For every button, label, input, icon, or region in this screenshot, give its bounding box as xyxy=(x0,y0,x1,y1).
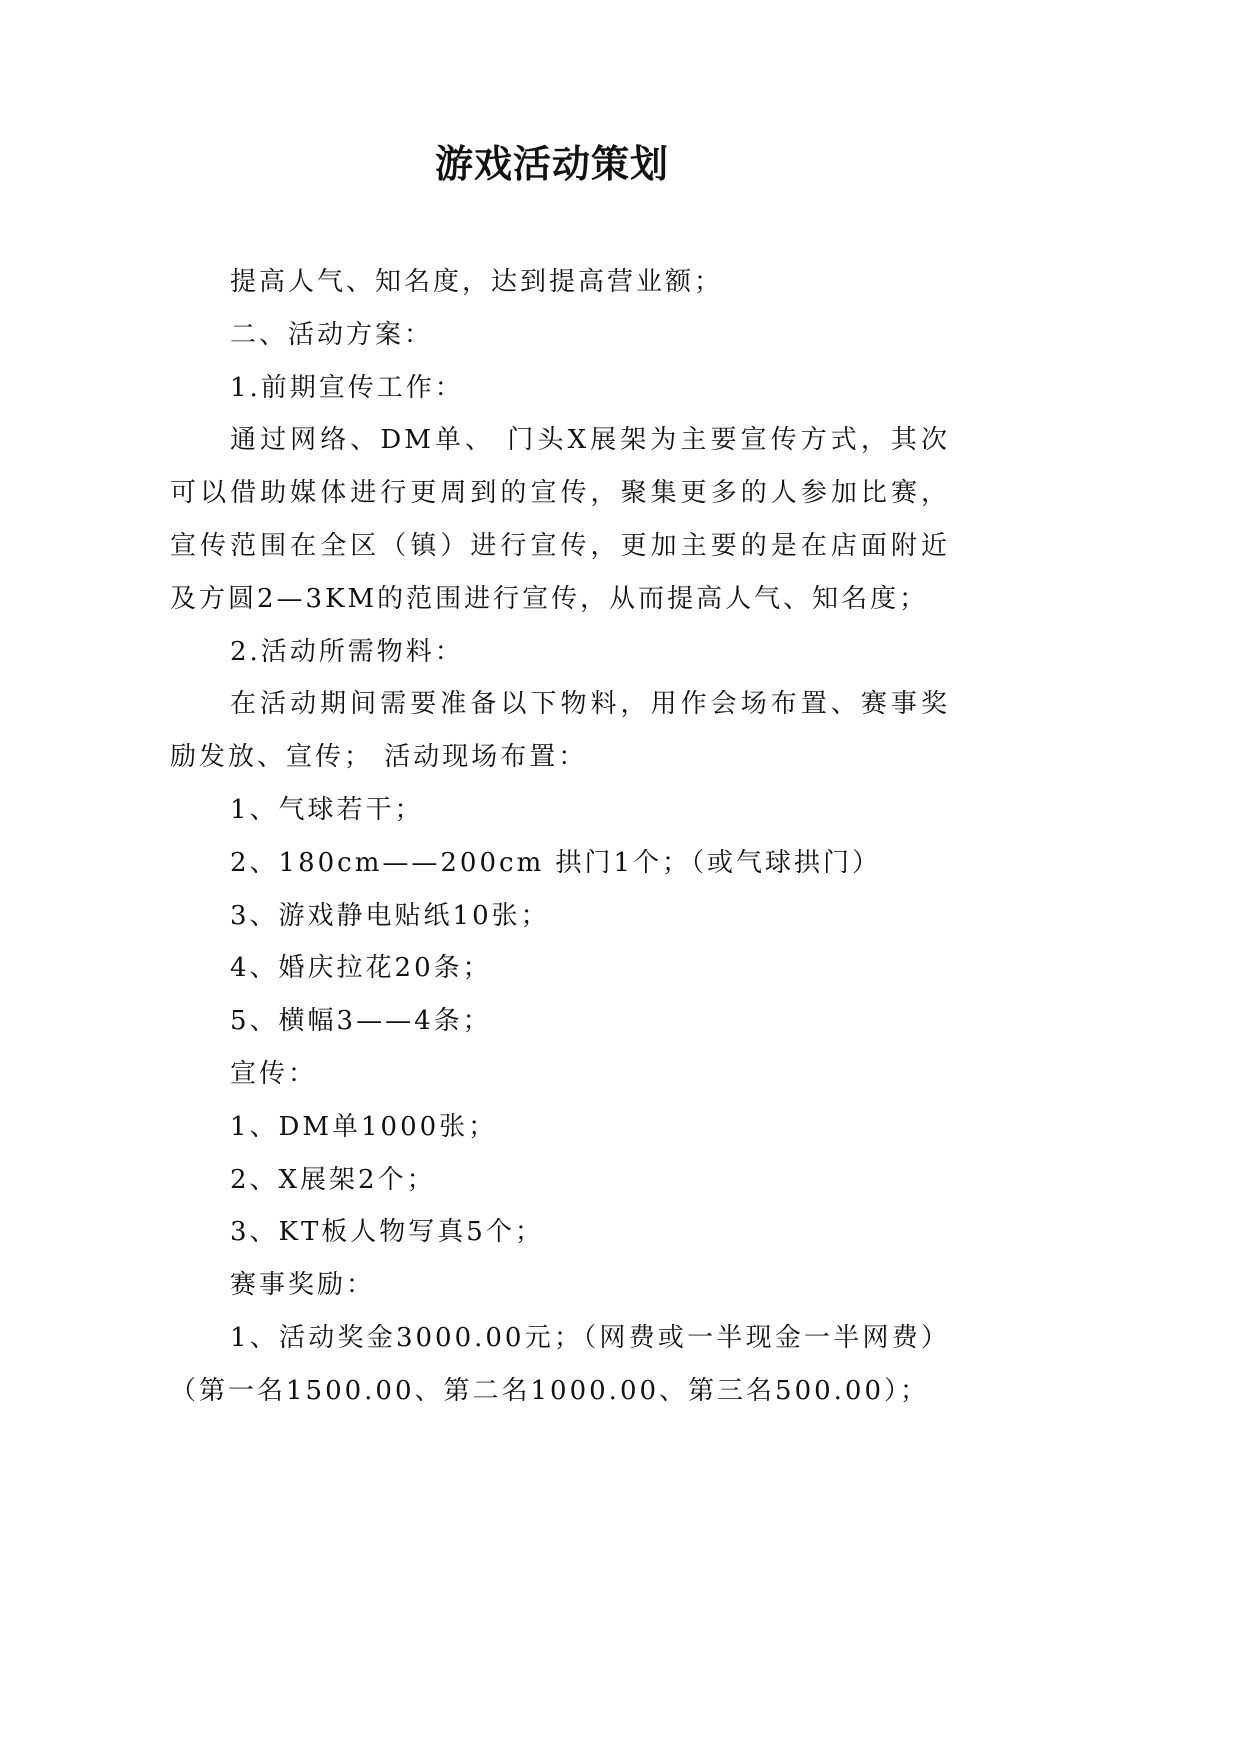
subheading-materials: 2.活动所需物料： xyxy=(230,636,464,667)
list-item-stickers: 3、游戏静电贴纸10张； xyxy=(230,900,550,931)
list-item-streamers: 4、婚庆拉花20条； xyxy=(230,953,492,984)
list-item-x-stands: 2、X展架2个； xyxy=(230,1164,436,1195)
subheading-promotion: 1.前期宣传工作： xyxy=(230,372,464,403)
section-heading-activity-plan: 二、活动方案： xyxy=(230,319,434,350)
subheading-prizes: 赛事奖励： xyxy=(230,1270,376,1301)
document-title: 游戏活动策划 xyxy=(434,141,669,186)
paragraph-goal: 提高人气、知名度，达到提高营业额； xyxy=(230,267,724,297)
list-item-kt-boards: 3、KT板人物写真5个； xyxy=(230,1217,544,1248)
list-item-prize-money: 1、活动奖金3000.00元；（网费或一半现金一半网费）（第一名1500.00、第二名1000.00、第三名500.00）； xyxy=(170,1322,950,1406)
document-body xyxy=(170,256,950,1418)
list-item-flyers: 1、DM单1000张； xyxy=(230,1111,498,1142)
paragraph-materials-intro: 在活动期间需要准备以下物料，用作会场布置、赛事奖励发放、宣传； 活动现场布置： xyxy=(170,689,950,773)
list-item-arch: 2、180cm——200cm 拱门1个；（或气球拱门） xyxy=(230,847,882,878)
subheading-publicity: 宣传： xyxy=(230,1058,318,1089)
list-item-banners: 5、横幅3——4条； xyxy=(230,1006,492,1037)
paragraph-promotion-methods: 通过网络、DM单、 门头X展架为主要宣传方式，其次可以借助媒体进行更周到的宣传，聚集更多的人参加比赛，宣传范围在全区（镇）进行宣传，更加主要的是在店面附近及方圆2—3KM的范围进行宣传，从而提高人气、知名度； xyxy=(170,425,950,614)
list-item-balloons: 1、气球若干； xyxy=(230,794,424,825)
